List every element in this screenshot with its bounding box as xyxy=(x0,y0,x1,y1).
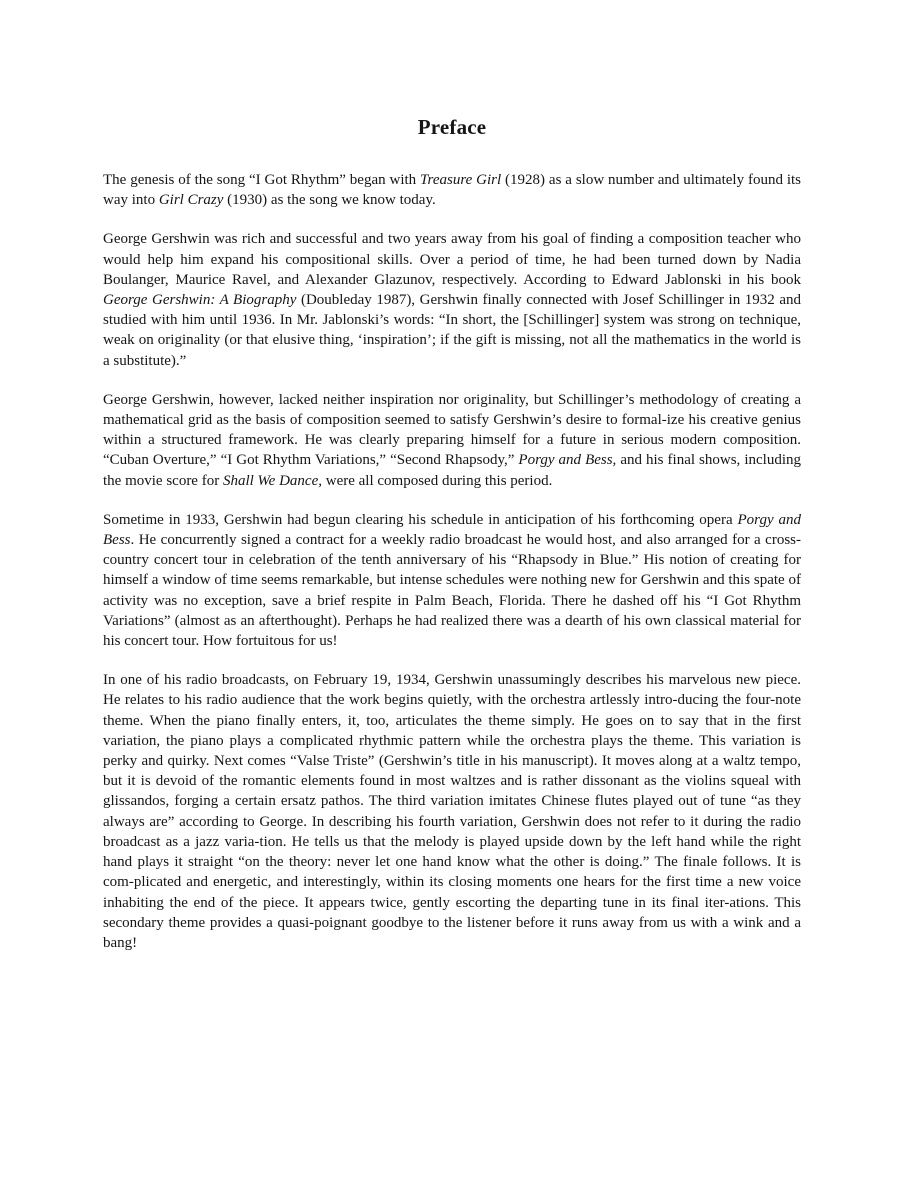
paragraph-text: (1928) as a slow number and ultimately found its way into xyxy=(103,172,802,209)
paragraph-text: In one of his radio broadcasts, on February 19, 1934, Gershwin unassumingly describes his marvelous new piece. He relates to his radio audience that the work begins quietly, with the orchestra artlessly intro-ducing the four-note theme. When the piano finally enters, it, too, articulates the theme simply. He goes on to say that in the first variation, the piano plays a complicated rhythmic pattern while the orchestra plays the theme. This variation is perky and quirky. Next comes “Valse Triste” (Gershwin’s title in his manuscript). It moves along at a waltz tempo, but it is devoid of the romantic elements found in most waltzes and is rather dissonant as the violins squeal with glissandos, forging a certain ersatz pathos. The third variation imitates Chinese flutes played out of tune “as they always are” according to George. In describing his fourth variation, Gershwin does not refer to it during the radio broadcast as a jazz varia-tion. He tells us that the melody is played upside down by the left hand while the right hand plays it straight “on the theory: never let one hand know what the other is doing.” The finale follows. It is com-plicated and energetic, and interestingly, within its closing moments one hears for the first time a new voice inhabiting the end of the piece. It appears twice, gently escorting the departing tune in its final iter-ations. This secondary theme provides a quasi-poignant goodbye to the listener before it runs away from us with a wink and a bang! xyxy=(103,672,801,951)
paragraph-text: were all composed during this period. xyxy=(321,472,553,489)
paragraph-text: Sometime in 1933, Gershwin had begun clearing his schedule in anticipation of his forthcoming opera xyxy=(103,511,738,528)
italic-title-text: Girl Crazy xyxy=(158,192,224,209)
paragraph-text: George Gershwin was rich and successful and two years away from his goal of finding a composition teacher who would help him expand his compositional skills. Over a period of time, he had been turned down by Nadia Boulanger, Maurice Ravel, and Alexander Glazunov, respectively. According to Edward Jablonski in his book xyxy=(103,231,801,288)
italic-title-text: George Gershwin: A Biography xyxy=(103,292,297,309)
paragraph-2 xyxy=(103,229,801,370)
page-title: Preface xyxy=(417,115,487,139)
italic-title-text: Treasure Girl xyxy=(420,172,502,188)
paragraph-text: The genesis of the song “I Got Rhythm” began with xyxy=(103,172,421,188)
paragraph-text: . He concurrently signed a contract for a weekly radio broadcast he would host, and also arranged for a cross-country concert tour in celebration of the tenth anniversary of his “Rhapsody in Blue.” His notion of creating for himself a window of time seems remarkable, but intense schedules were nothing new for Gershwin and this spate of activity was no exception, save a brief respite in Palm Beach, Florida. There he dashed off his “I Got Rhythm Variations” (almost as an afterthought). Perhaps he had realized there was a dearth of his own classical material for his concert tour. How fortuitous for us! xyxy=(103,532,801,650)
italic-title-text: Shall We Dance, xyxy=(222,472,322,489)
paragraph-5 xyxy=(103,670,801,953)
paragraph-list xyxy=(103,170,801,953)
paragraph-text: (1930) as the song we know today. xyxy=(223,192,436,209)
paragraph-3 xyxy=(103,390,801,491)
paragraph-text: (Doubleday 1987), Gershwin finally connected with Josef Schillinger in 1932 and studied with him until 1936. In Mr. Jablonski’s words: “In short, the [Schillinger] system was strong on technique, weak on originality (or that elusive thing, ‘inspiration’; if the gift is missing, not all the mathematics in the world is a substitute).” xyxy=(103,292,801,369)
document-page xyxy=(103,110,801,972)
paragraph-4 xyxy=(103,510,801,651)
italic-title-text: Porgy and Bess xyxy=(103,511,801,549)
paragraph-1 xyxy=(103,170,801,210)
italic-title-text: Porgy and Bess, xyxy=(518,452,617,469)
paragraph-text: George Gershwin, however, lacked neither inspiration nor originality, but Schillinger’s methodology of creating a mathematical grid as the basis of composition seemed to satisfy Gershwin’s desire to formal-ize his creative genius within a structured framework. He was clearly preparing himself for a future in serious modern composition. “Cuban Overture,” “I Got Rhythm Variations,” “Second Rhapsody,” xyxy=(103,391,801,469)
paragraph-text: and his final shows, including the movie score for xyxy=(103,452,801,489)
